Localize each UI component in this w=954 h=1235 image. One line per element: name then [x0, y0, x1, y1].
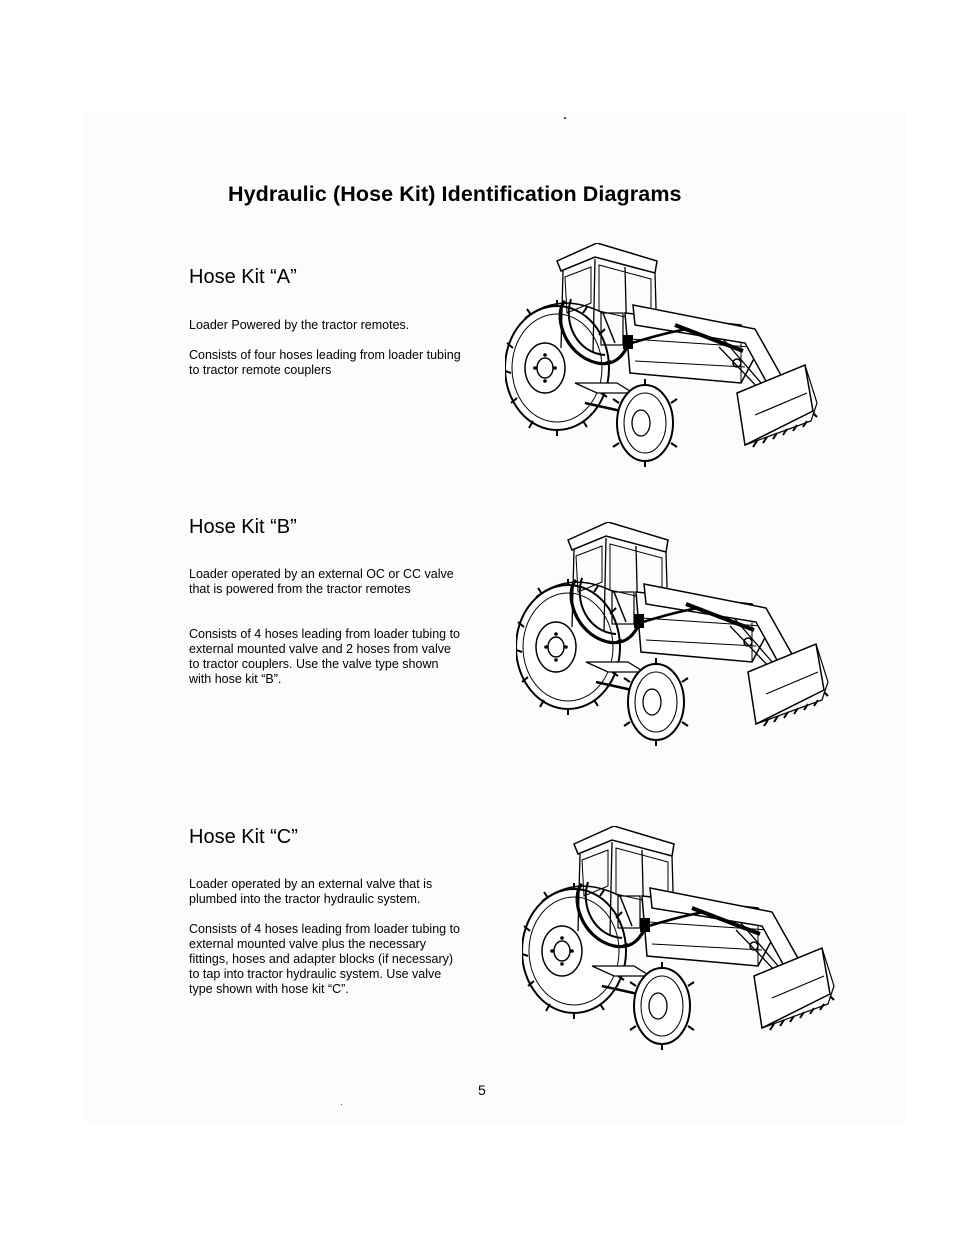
hose-kit-b-diagram: [516, 522, 836, 750]
section-c-paragraph-2: Consists of 4 hoses leading from loader tubing to external mounted valve plus the necessary fittings, hoses and adapter blocks (if necessary) to tap into tractor hydraulic system. Use valve type shown with hose kit “C”.: [189, 922, 460, 996]
section-heading-hose-kit-b: Hose Kit “B”: [189, 516, 297, 538]
section-c-paragraph-1: Loader operated by an external valve that is plumbed into the tractor hydraulic system.: [189, 877, 433, 906]
hose-kit-c-diagram: [522, 826, 842, 1054]
scan-speck: [341, 1104, 342, 1105]
section-a-paragraph-1: Loader Powered by the tractor remotes.: [189, 318, 410, 332]
section-heading-hose-kit-a: Hose Kit “A”: [189, 266, 297, 288]
tractor-loader-diagram-icon: [516, 522, 836, 750]
hose-kit-a-diagram: [505, 243, 825, 471]
section-heading-hose-kit-c: Hose Kit “C”: [189, 826, 298, 848]
section-b-paragraph-1: Loader operated by an external OC or CC valve that is powered from the tractor remotes: [189, 567, 454, 596]
page-title: Hydraulic (Hose Kit) Identification Diagrams: [228, 182, 682, 206]
section-a-paragraph-2: Consists of four hoses leading from loader tubing to tractor remote couplers: [189, 348, 461, 377]
tractor-loader-diagram-icon: [522, 826, 842, 1054]
tractor-loader-diagram-icon: [505, 243, 825, 471]
section-b-paragraph-2: Consists of 4 hoses leading from loader tubing to external mounted valve and 2 hoses from valve to tractor couplers. Use the valve type shown with hose kit “B”.: [189, 627, 460, 686]
page-number: 5: [478, 1082, 486, 1098]
scan-speck: [564, 117, 566, 119]
